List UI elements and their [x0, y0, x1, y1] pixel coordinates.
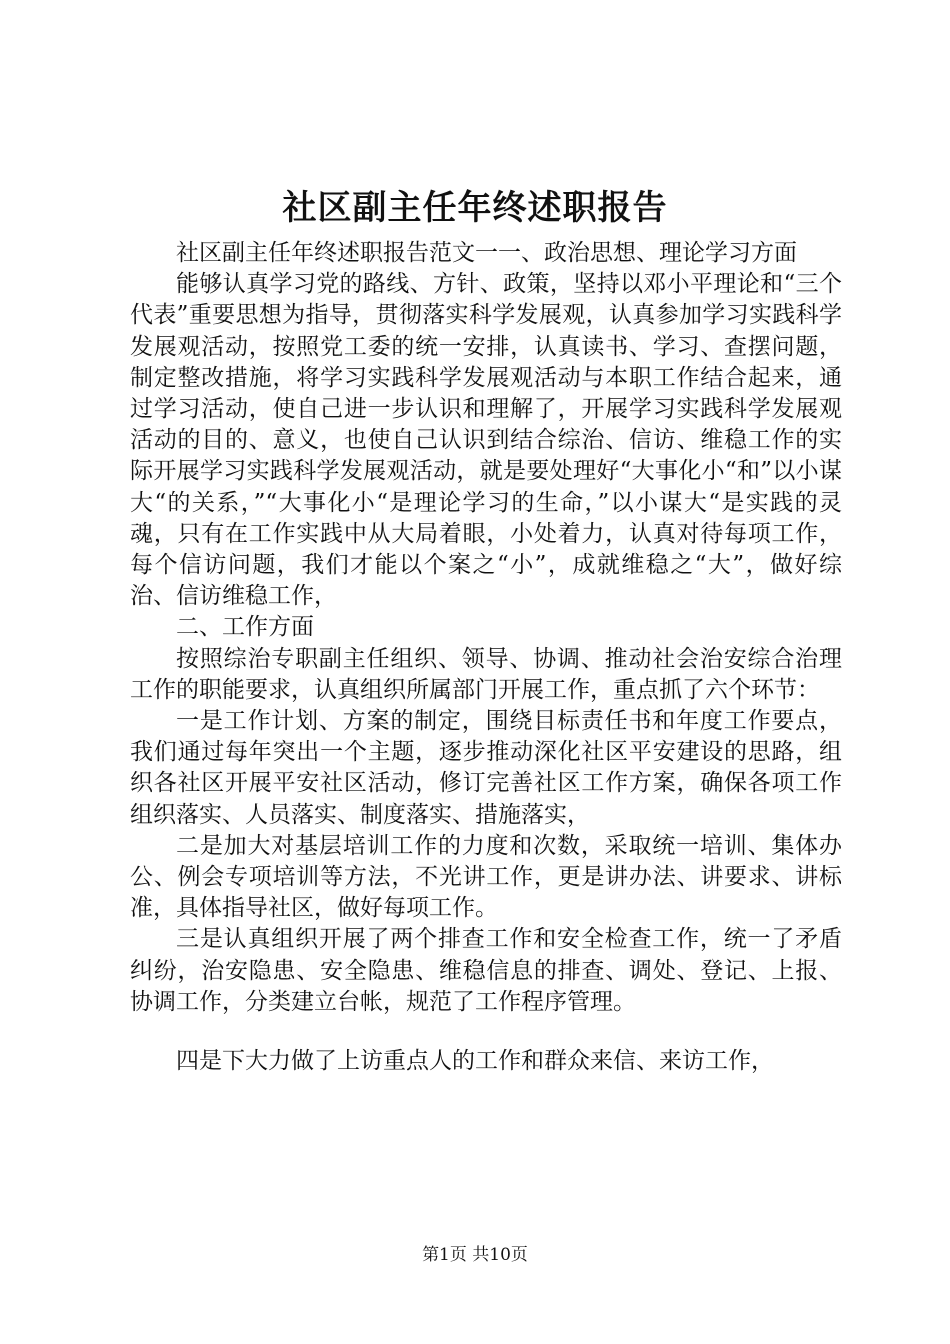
paragraph-item-three: 三是认真组织开展了两个排查工作和安全检查工作，统一了矛盾纠纷，治安隐患、安全隐患、维稳信息的排查、调处、登记、上报、协调工作，分类建立台帐，规范了工作程序管理。 — [130, 926, 842, 1015]
paragraph-intro: 社区副主任年终述职报告范文一一、政治思想、理论学习方面 — [176, 240, 797, 266]
paragraph-item-two: 二是加大对基层培训工作的力度和次数，采取统一培训、集体办公、例会专项培训等方法，不光讲工作，更是讲办法、讲要求、讲标准，具体指导社区，做好每项工作。 — [130, 832, 842, 922]
paragraph-work-overview: 按照综治专职副主任组织、领导、协调、推动社会治安综合治理工作的职能要求，认真组织所属部门开展工作，重点抓了六个环节： — [130, 645, 842, 703]
paragraph-item-one: 一是工作计划、方案的制定，围绕目标责任书和年度工作要点，我们通过每年突出一个主题，逐步推动深化社区平安建设的思路，组织各社区开展平安社区活动，修订完善社区工作方案，确保各项工作组织落实、人员落实、制度落实、措施落实， — [130, 708, 842, 828]
paragraph-item-four: 四是下大力做了上访重点人的工作和群众来信、来访工作， — [176, 1048, 774, 1075]
paragraph-section-work-heading: 二、工作方面 — [176, 614, 314, 641]
paragraph-political-study: 能够认真学习党的路线、方针、政策，坚持以邓小平理论和“三个代表”重要思想为指导，贯彻落实科学发展观，认真参加学习实践科学发展观活动，按照党工委的统一安排，认真读书、学习、查摆问题，制定整改措施，将学习实践科学发展观活动与本职工作结合起来，通过学习活动，使自己进一步认识和理解了，开展学习实践科学发展观活动的目的、意义，也使自己认识到结合综治、信访、维稳工作的实际开展学习实践科学发展观活动，就是要处理好“大事化小“和”以小谋大“的关系，”“大事化小“是理论学习的生命，”以小谋大“是实践的灵魂，只有在工作实践中从大局着眼，小处着力，认真对待每项工作，每个信访问题，我们才能以个案之“小”，成就维稳之“大”，做好综治、信访维稳工作， — [130, 271, 842, 610]
document-title: 社区副主任年终述职报告 — [282, 188, 668, 228]
document-body — [130, 238, 842, 1077]
page-number-footer: 第1页 共10页 — [422, 1245, 528, 1265]
